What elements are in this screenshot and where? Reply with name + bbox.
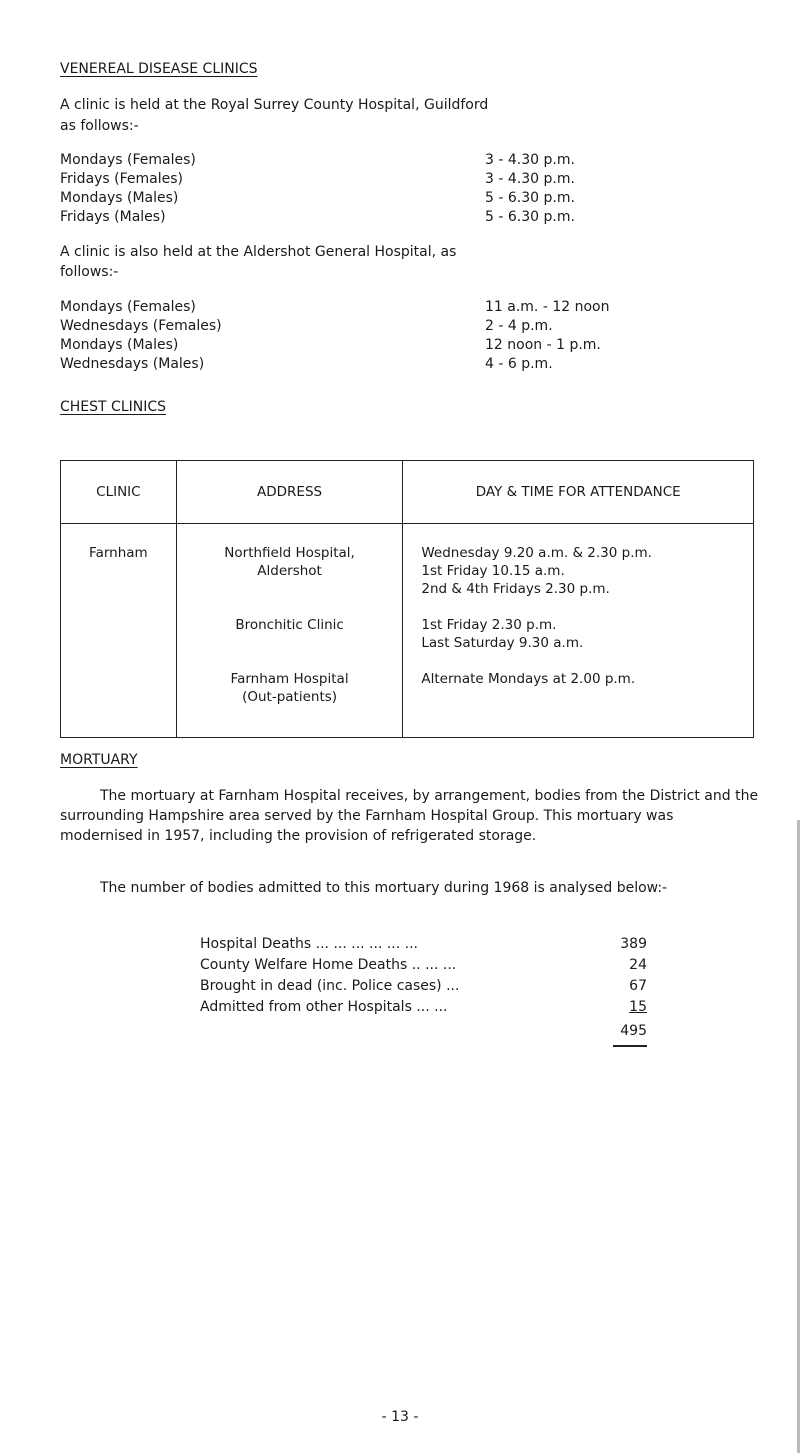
session-day: Mondays (Females) (60, 152, 196, 168)
vd-heading: VENEREAL DISEASE CLINICS (60, 61, 258, 77)
attendance-line: Wednesday 9.20 a.m. & 2.30 p.m. (421, 545, 652, 561)
address-line: Northfield Hospital, (224, 545, 355, 561)
analysis-value: 24 (629, 957, 647, 973)
chest-clinics-table (60, 460, 754, 738)
session-day: Mondays (Males) (60, 337, 179, 353)
analysis-label: County Welfare Home Deaths .. ... ... (200, 957, 457, 973)
total-underline (613, 1045, 647, 1047)
attendance-line: 2nd & 4th Fridays 2.30 p.m. (421, 581, 610, 597)
clinic-cell (61, 524, 177, 738)
session-day: Fridays (Females) (60, 171, 184, 187)
guildford-intro-line1: A clinic is held at the Royal Surrey County Hospital, Guildford (60, 97, 489, 113)
session-time: 5 - 6.30 p.m. (485, 209, 575, 225)
day-time-cell (403, 524, 754, 738)
address-line: (Out-patients) (242, 689, 338, 705)
analysis-value: 67 (629, 978, 647, 994)
session-day: Wednesdays (Males) (60, 356, 205, 372)
column-header-day-time: DAY & TIME FOR ATTENDANCE (403, 461, 754, 524)
session-time: 2 - 4 p.m. (485, 318, 553, 334)
address-cell (176, 524, 403, 738)
chest-heading: CHEST CLINICS (60, 399, 167, 415)
session-time: 5 - 6.30 p.m. (485, 190, 575, 206)
column-header-address: ADDRESS (176, 461, 403, 524)
address-line: Bronchitic Clinic (235, 617, 344, 633)
session-day: Wednesdays (Females) (60, 318, 222, 334)
column-header-clinic: CLINIC (61, 461, 177, 524)
guildford-intro-line2: as follows:- (60, 118, 139, 134)
attendance-line: 1st Friday 2.30 p.m. (421, 617, 557, 633)
attendance-line: Alternate Mondays at 2.00 p.m. (421, 671, 636, 687)
mortuary-paragraph-1: The mortuary at Farnham Hospital receives, by arrangement, bodies from the District and the surrounding Hampshire area served by the Farnham Hospital Group. This mortuary was modernised in 1957, including the provision of refrigerated storage. (60, 788, 759, 844)
analysis-value: 389 (620, 936, 647, 952)
session-day: Fridays (Males) (60, 209, 166, 225)
page-number: - 13 - (381, 1409, 419, 1425)
table-row (61, 524, 754, 738)
address-line: Aldershot (257, 563, 322, 579)
attendance-line: 1st Friday 10.15 a.m. (421, 563, 565, 579)
aldershot-intro-line1: A clinic is also held at the Aldershot General Hospital, as (60, 244, 457, 260)
address-line: Farnham Hospital (230, 671, 349, 687)
analysis-label: Brought in dead (inc. Police cases) ... (200, 978, 460, 994)
session-day: Mondays (Females) (60, 299, 196, 315)
attendance-line: Last Saturday 9.30 a.m. (421, 635, 584, 651)
mortuary-heading: MORTUARY (60, 752, 138, 768)
session-time: 12 noon - 1 p.m. (485, 337, 601, 353)
analysis-total: 495 (620, 1023, 647, 1039)
session-time: 4 - 6 p.m. (485, 356, 553, 372)
mortuary-paragraph-2: The number of bodies admitted to this mortuary during 1968 is analysed below:- (100, 880, 668, 896)
analysis-value: 15 (629, 999, 647, 1015)
analysis-label: Admitted from other Hospitals ... ... (200, 999, 448, 1015)
aldershot-intro-line2: follows:- (60, 264, 119, 280)
session-time: 3 - 4.30 p.m. (485, 171, 575, 187)
session-time: 3 - 4.30 p.m. (485, 152, 575, 168)
table-header-row (61, 461, 754, 524)
session-time: 11 a.m. - 12 noon (485, 299, 610, 315)
session-day: Mondays (Males) (60, 190, 179, 206)
analysis-label: Hospital Deaths ... ... ... ... ... ... (200, 936, 419, 952)
clinic-name: Farnham (89, 545, 148, 561)
